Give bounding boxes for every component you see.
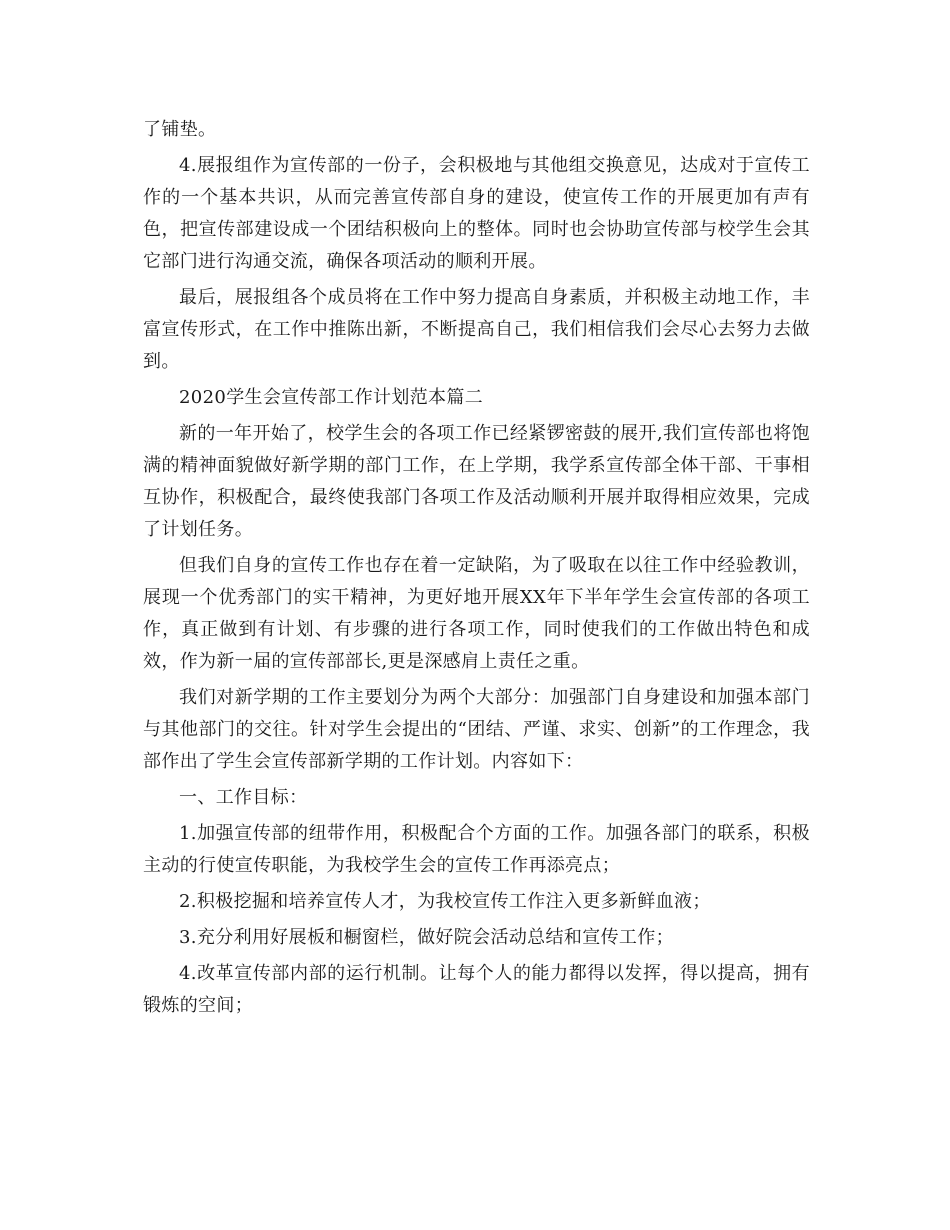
list-item-goal-3: 3.充分利用好展板和橱窗栏，做好院会活动总结和宣传工作； (179, 927, 674, 948)
paragraph-plan-overview: 我们对新学期的工作主要划分为两个大部分：加强部门自身建设和加强本部门与其他部门的交往。针对学生会提出的“团结、严谨、求实、创新”的工作理念，我部作出了学生会宣传部新学期的工作计划。内容如下： (143, 687, 810, 772)
section-heading: 2020学生会宣传部工作计划范本篇二 (179, 387, 484, 408)
paragraph-finally: 最后，展报组各个成员将在工作中努力提高自身素质，并积极主动地工作，丰富宣传形式，在工作中推陈出新，不断提高自己，我们相信我们会尽心去努力去做到。 (143, 287, 810, 372)
paragraph-exhibition-group: 4.展报组作为宣传部的一份子，会积极地与其他组交换意见，达成对于宣传工作的一个基本共识，从而完善宣传部自身的建设，使宣传工作的开展更加有声有色，把宣传部建设成一个团结积极向上的整体。同时也会协助宣传部与校学生会其它部门进行沟通交流，确保各项活动的顺利开展。 (143, 155, 810, 272)
list-item-goal-2: 2.积极挖掘和培养宣传人才，为我校宣传工作注入更多新鲜血液； (179, 891, 711, 912)
paragraph-new-year: 新的一年开始了，校学生会的各项工作已经紧锣密鼓的展开,我们宣传部也将饱满的精神面貌做好新学期的部门工作，在上学期，我学系宣传部全体干部、干事相互协作，积极配合，最终使我部门各项工作及活动顺利开展并取得相应效果，完成了计划任务。 (143, 423, 810, 540)
paragraph-continuation: 了铺垫。 (143, 119, 217, 140)
paragraph-shortcomings: 但我们自身的宣传工作也存在着一定缺陷，为了吸取在以往工作中经验教训，展现一个优秀部门的实干精神，为更好地开展XX年下半年学生会宣传部的各项工作，真正做到有计划、有步骤的进行各项工作，同时使我们的工作做出特色和成效，作为新一届的宣传部部长,更是深感肩上责任之重。 (143, 555, 810, 672)
list-item-goal-1: 1.加强宣传部的纽带作用，积极配合个方面的工作。加强各部门的联系，积极主动的行使宣传职能，为我校学生会的宣传工作再添亮点； (143, 823, 810, 876)
subheading-work-goals: 一、工作目标： (179, 787, 308, 808)
document-page (143, 114, 810, 1026)
list-item-goal-4: 4.改革宣传部内部的运行机制。让每个人的能力都得以发挥，得以提高，拥有锻炼的空间； (143, 963, 810, 1016)
